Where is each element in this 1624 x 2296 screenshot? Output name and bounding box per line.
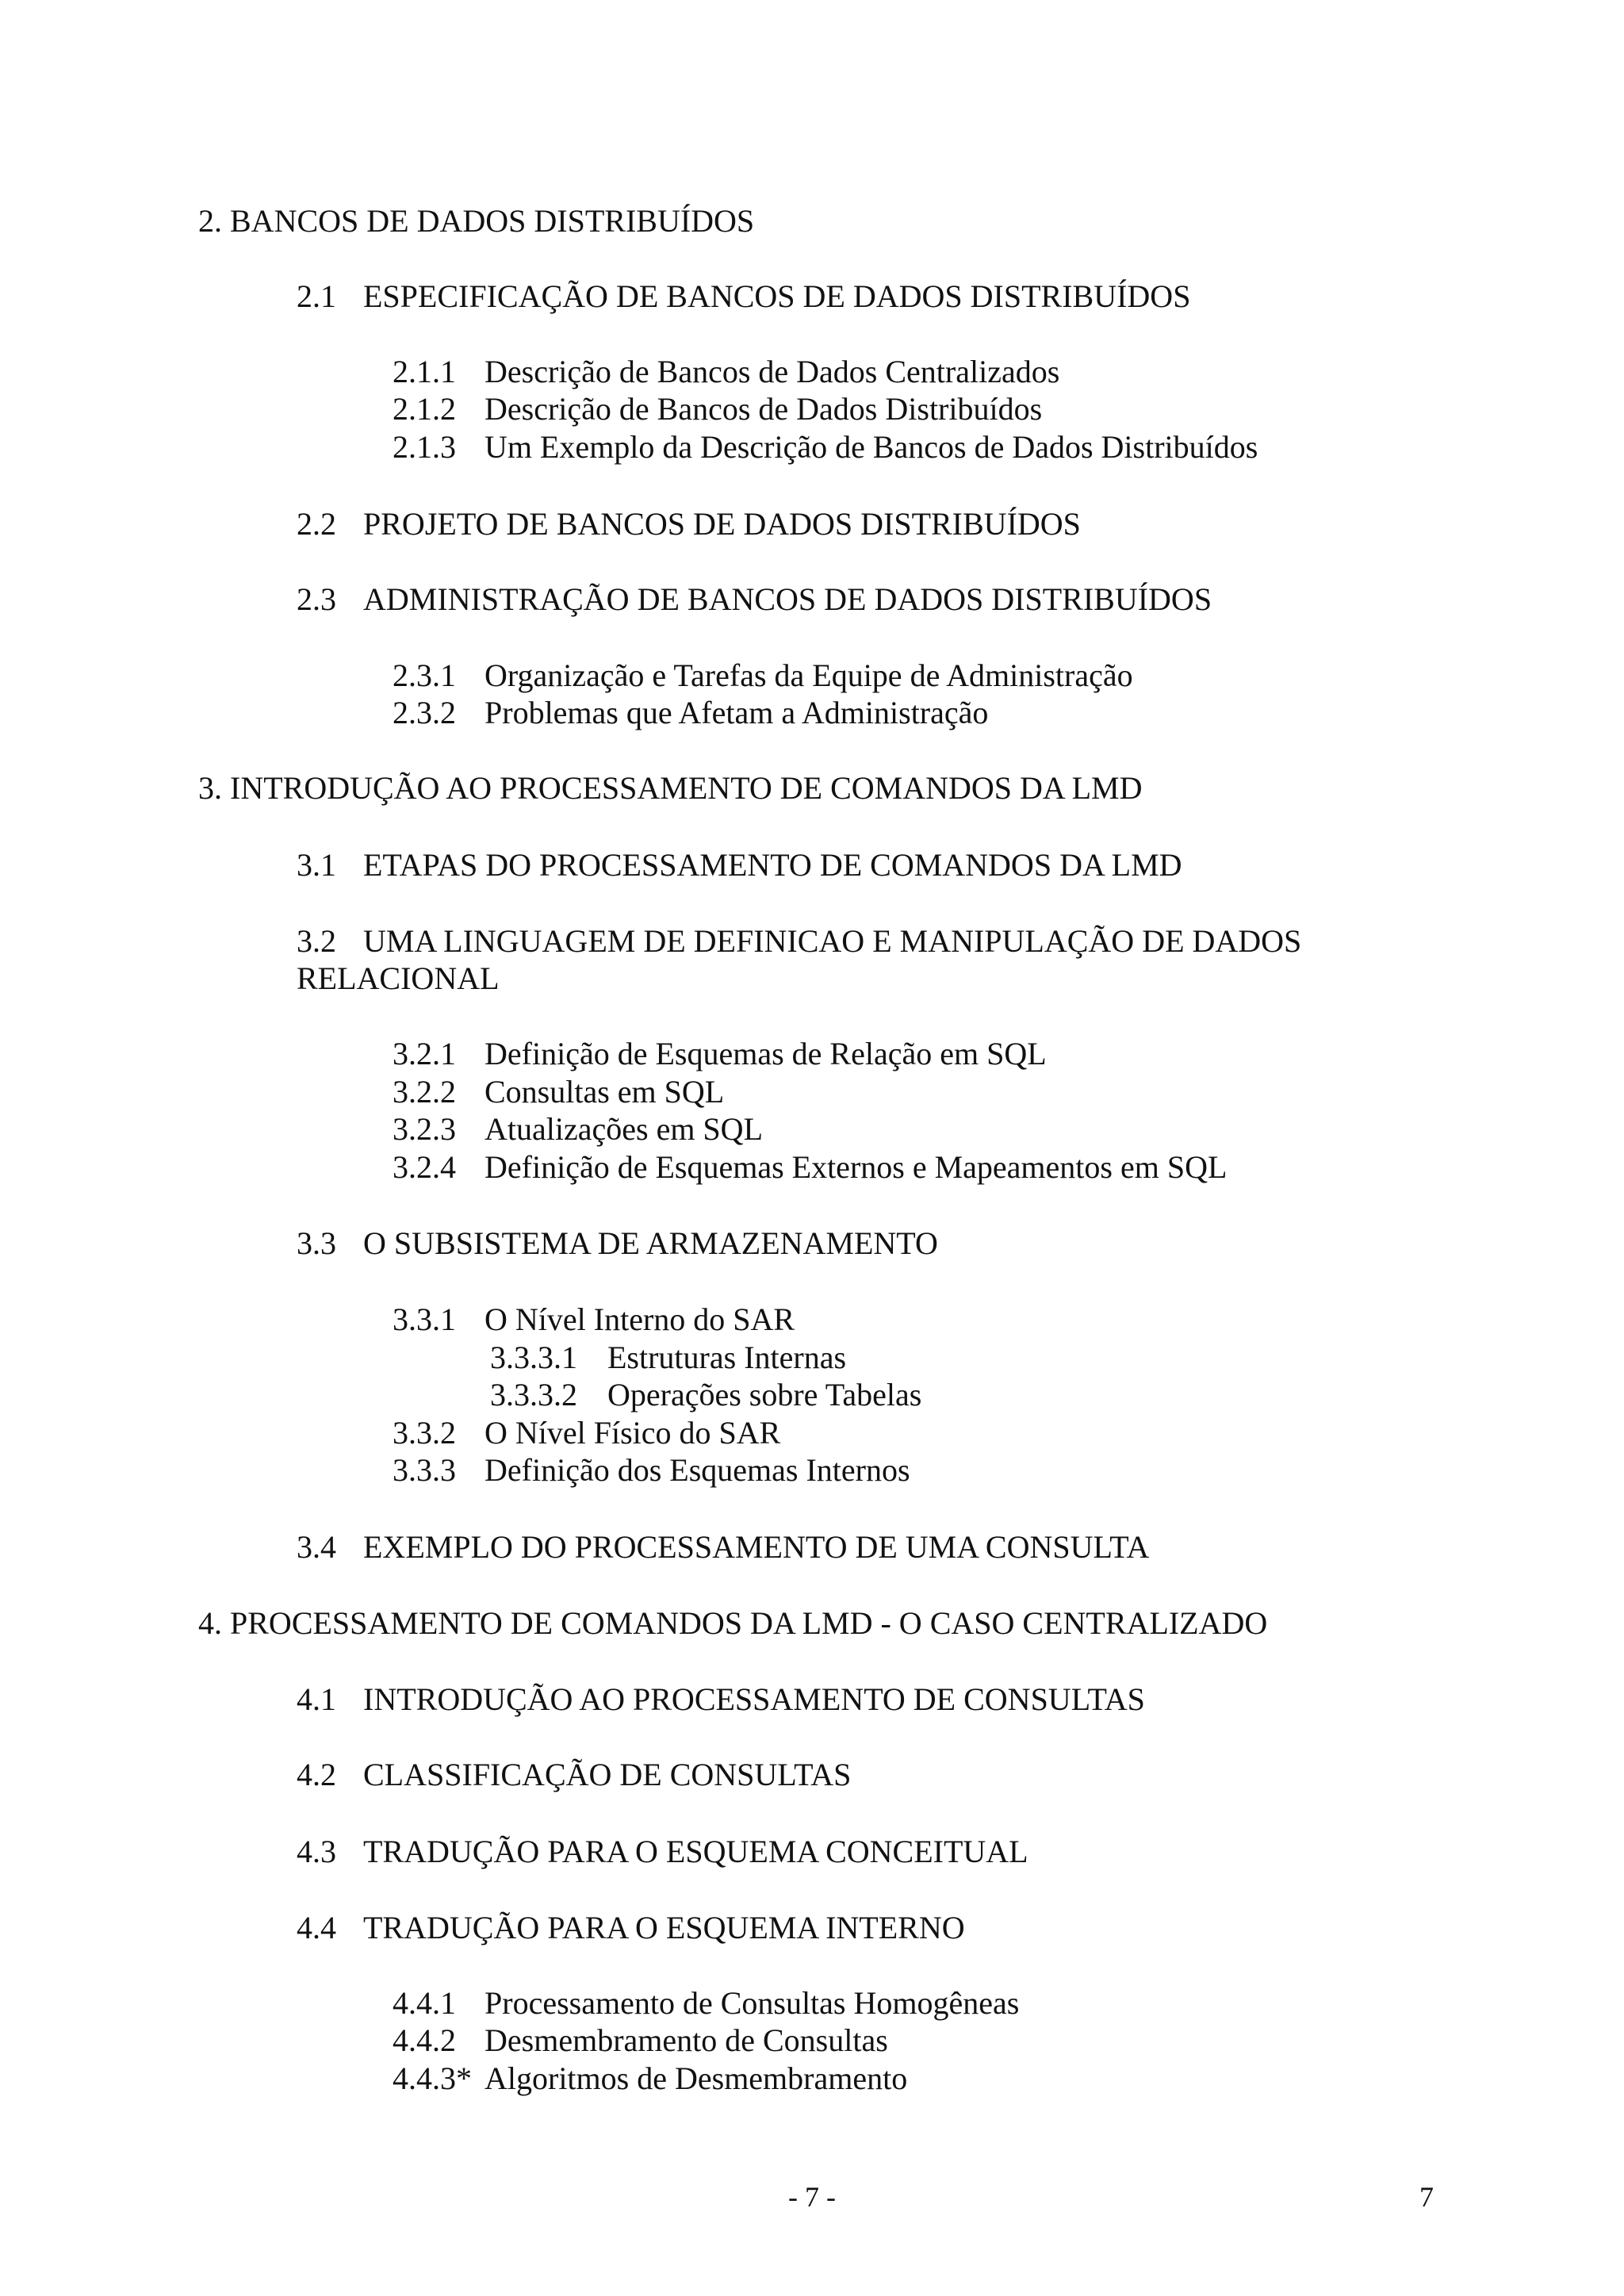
page-number: 7: [1419, 2181, 1434, 2213]
toc-entry-title: PROJETO DE BANCOS DE DADOS DISTRIBUÍDOS: [363, 506, 1081, 542]
toc-entry-number: 3.3.3: [393, 1452, 456, 1488]
toc-entry-title: UMA LINGUAGEM DE DEFINICAO E MANIPULAÇÃO DE DADOS: [363, 923, 1302, 959]
toc-entry: [490, 1339, 846, 1377]
toc-entry-number: 4.4.2: [393, 2022, 456, 2058]
toc-entry-number: 3.3.3.2: [490, 1377, 577, 1412]
toc-entry-number: 3.: [198, 770, 222, 806]
toc-entry: [393, 390, 1042, 428]
toc-entry-number: 4.: [198, 1605, 222, 1641]
toc-entry-title: CLASSIFICAÇÃO DE CONSULTAS: [363, 1757, 852, 1792]
toc-entry: [297, 846, 1182, 884]
toc-entry-title: Definição dos Esquemas Internos: [485, 1452, 910, 1488]
toc-entry-number: 4.4.3*: [393, 2060, 472, 2096]
toc-entry: [297, 505, 1081, 543]
toc-entry-title: Atualizações em SQL: [485, 1111, 763, 1147]
toc-entry-title: Organização e Tarefas da Equipe de Administração: [485, 657, 1133, 693]
toc-entry: [393, 428, 1258, 466]
toc-entry-number: 2.3.2: [393, 695, 456, 730]
toc-entry: [393, 1301, 795, 1339]
toc-entry: [297, 1756, 851, 1794]
toc-entry-number: 2.1.3: [393, 429, 456, 465]
toc-entry-number: 3.4: [297, 1529, 336, 1565]
toc-entry: [297, 278, 1190, 316]
toc-entry-title: TRADUÇÃO PARA O ESQUEMA INTERNO: [363, 1910, 965, 1945]
toc-entry-title: ESPECIFICAÇÃO DE BANCOS DE DADOS DISTRIBUÍDOS: [363, 278, 1191, 314]
toc-entry: [297, 1833, 1028, 1871]
toc-entry-number: 2.1: [297, 278, 336, 314]
toc-entry-title: INTRODUÇÃO AO PROCESSAMENTO DE CONSULTAS: [363, 1681, 1145, 1717]
toc-entry-number: 3.2.3: [393, 1111, 456, 1147]
toc-entry-title: EXEMPLO DO PROCESSAMENTO DE UMA CONSULTA: [363, 1529, 1150, 1565]
toc-entry-title: PROCESSAMENTO DE COMANDOS DA LMD - O CASO CENTRALIZADO: [230, 1605, 1268, 1641]
toc-entry-number: 3.2: [297, 923, 336, 959]
toc-entry: [393, 657, 1133, 695]
toc-entry-number: 2.3.1: [393, 657, 456, 693]
toc-entry-number: 2.1.1: [393, 354, 456, 389]
toc-entry: [297, 1681, 1145, 1719]
toc-entry-number: 3.3.2: [393, 1415, 456, 1451]
toc-entry: [393, 1414, 780, 1452]
toc-entry: [393, 1984, 1019, 2022]
toc-entry-number: 4.3: [297, 1834, 336, 1869]
toc-entry-title: O Nível Interno do SAR: [485, 1301, 795, 1337]
toc-entry-number: 2.: [198, 203, 222, 239]
toc-entry-number: 3.2.4: [393, 1149, 456, 1185]
toc-entry: [393, 1110, 763, 1148]
toc-entry-title: RELACIONAL: [297, 960, 500, 996]
toc-entry: [297, 581, 1212, 619]
toc-entry: [297, 1225, 938, 1263]
toc-entry-number: 2.1.2: [393, 391, 456, 427]
toc-entry: [393, 1451, 910, 1489]
toc-entry-title: Estruturas Internas: [607, 1340, 847, 1375]
toc-entry-title: Desmembramento de Consultas: [485, 2022, 888, 2058]
toc-entry-title: Definição de Esquemas Externos e Mapeamentos em SQL: [485, 1149, 1228, 1185]
toc-entry-title: ETAPAS DO PROCESSAMENTO DE COMANDOS DA LMD: [363, 847, 1182, 883]
toc-entry: [490, 1376, 921, 1414]
toc-entry-title: Consultas em SQL: [485, 1074, 725, 1110]
toc-entry-title: Descrição de Bancos de Dados Distribuídos: [485, 391, 1043, 427]
toc-entry: [393, 353, 1059, 391]
toc-entry-number: 4.4: [297, 1910, 336, 1945]
toc-entry-number: 2.3: [297, 581, 336, 617]
toc-entry-number: 4.4.1: [393, 1985, 456, 2021]
toc-entry-title: Algoritmos de Desmembramento: [485, 2060, 908, 2096]
toc-entry: [198, 769, 1143, 807]
toc-entry-title: Um Exemplo da Descrição de Bancos de Dados Distribuídos: [485, 429, 1258, 465]
toc-entry-number: 2.2: [297, 506, 336, 542]
toc-entry-number: 4.1: [297, 1681, 336, 1717]
toc-entry-title: Definição de Esquemas de Relação em SQL: [485, 1036, 1047, 1071]
toc-entry: [198, 1604, 1267, 1642]
toc-entry: [198, 202, 754, 240]
toc-entry-title: INTRODUÇÃO AO PROCESSAMENTO DE COMANDOS DA LMD: [230, 770, 1143, 806]
toc-entry-number: 4.2: [297, 1757, 336, 1792]
toc-entry: [393, 2022, 888, 2060]
toc-entry-title: ADMINISTRAÇÃO DE BANCOS DE DADOS DISTRIBUÍDOS: [363, 581, 1212, 617]
toc-entry: [393, 2060, 907, 2098]
toc-entry-number: 3.2.2: [393, 1074, 456, 1110]
toc-entry-title: BANCOS DE DADOS DISTRIBUÍDOS: [230, 203, 755, 239]
toc-entry-number: 3.2.1: [393, 1036, 456, 1071]
page-footer-center: - 7 -: [788, 2181, 836, 2213]
toc-entry-title: O Nível Físico do SAR: [485, 1415, 781, 1451]
toc-entry-title: Problemas que Afetam a Administração: [485, 695, 989, 730]
toc-entry: [393, 1073, 724, 1111]
toc-entry-title: O SUBSISTEMA DE ARMAZENAMENTO: [363, 1225, 938, 1261]
toc-entry-title: Processamento de Consultas Homogêneas: [485, 1985, 1020, 2021]
toc-entry-title: TRADUÇÃO PARA O ESQUEMA CONCEITUAL: [363, 1834, 1028, 1869]
toc-entry: [393, 1148, 1227, 1186]
toc-entry: [297, 922, 1301, 960]
toc-entry: [297, 1528, 1149, 1566]
toc-entry: [393, 694, 988, 732]
toc-entry-title: Operações sobre Tabelas: [607, 1377, 922, 1412]
toc-entry-number: 3.3.1: [393, 1301, 456, 1337]
toc-entry-title: Descrição de Bancos de Dados Centralizados: [485, 354, 1060, 389]
toc-entry-number: 3.3.3.1: [490, 1340, 577, 1375]
toc-entry-number: 3.1: [297, 847, 336, 883]
toc-entry-number: 3.3: [297, 1225, 336, 1261]
toc-entry: [393, 1035, 1047, 1073]
toc-entry: [297, 1909, 965, 1947]
toc-entry: [297, 960, 500, 998]
